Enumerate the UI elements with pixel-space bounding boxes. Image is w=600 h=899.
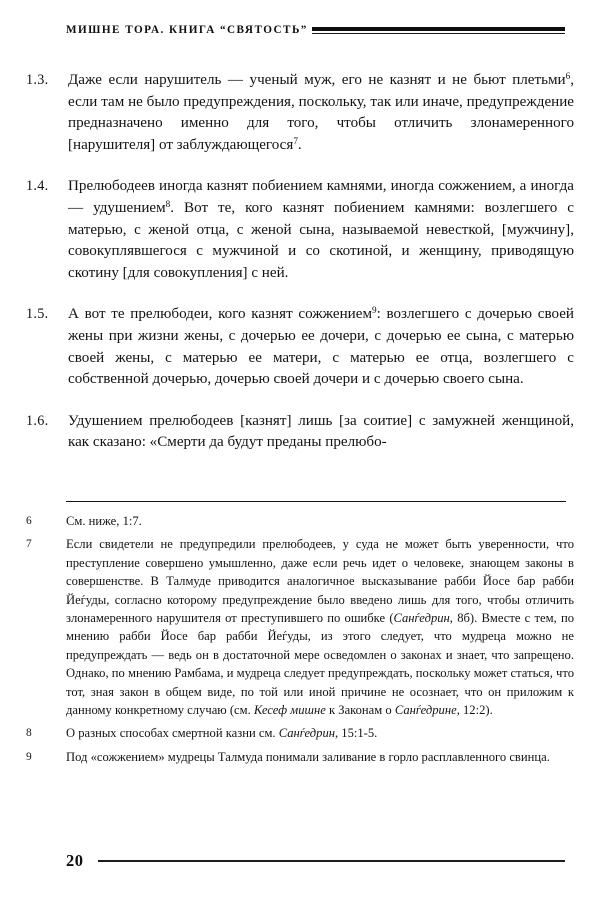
footnote-text — [66, 535, 574, 719]
footnote-item — [26, 512, 574, 530]
footnote-cited-title: Санѓедрин — [278, 726, 335, 741]
footnote-item — [26, 748, 574, 766]
footnote-cited-title: Санѓедрине — [394, 703, 457, 718]
numbered-paragraph — [26, 304, 574, 390]
paragraph-text — [68, 304, 574, 390]
footnote-item — [26, 535, 574, 719]
paragraph-text-segment: , если там не было предупреждения, поскольку, так или иначе, предупреждение предназначено именно для того, чтобы отличить злонамеренного [нарушителя] от заблуждающегося — [68, 72, 574, 153]
paragraph-text — [68, 176, 574, 284]
footnote-text-segment: См. ниже, 1:7. — [66, 514, 142, 528]
footnote-cited-title: Кесеф мишне — [253, 703, 326, 718]
footnotes-block — [26, 512, 574, 771]
footnote-ref[interactable]: 9 — [372, 305, 377, 316]
footnote-text-segment: Под «сожжением» мудрецы Талмуда понимали заливание в горло расплавленного свинца. — [66, 749, 550, 764]
paragraph-text-segment: : возлегшего с дочерью своей жены при жизни жены, с дочерью ее дочери, с дочерью ее сына, с матерью своей жены, с матерью ее матери, с матерью ее отца, возлегшего с собственной дочерью, дочерью своей дочери и с дочерью своего сына. — [68, 306, 574, 388]
footnote-ref[interactable]: 7 — [293, 136, 298, 146]
footnote-text — [66, 748, 574, 766]
numbered-paragraph — [26, 176, 574, 284]
footnote-number: 7 — [26, 538, 32, 551]
running-head-title: МИШНЕ ТОРА. КНИГА “СВЯТОСТЬ” — [66, 24, 308, 37]
paragraph-number: 1.6. — [26, 412, 49, 429]
footnote-ref[interactable]: 8 — [165, 199, 171, 210]
numbered-paragraph — [26, 70, 574, 156]
footnote-text-segment: к Законам о — [325, 703, 395, 718]
paragraph-number: 1.5. — [26, 306, 49, 323]
footnote-text-segment: , 15:1-5. — [335, 726, 378, 741]
paragraph-number: 1.3. — [26, 72, 49, 88]
paragraph-number: 1.4. — [26, 178, 49, 195]
footnote-text — [66, 724, 574, 742]
paragraph-text — [68, 70, 574, 156]
footnote-text — [66, 512, 574, 530]
running-head — [66, 22, 565, 40]
footnote-text-segment: , 8б). Вместе с тем, по мнению рабби Йосе бар рабби Йеѓуды, из этого следует, что мудреца можно не предупреждать — ведь он в достаточной мере осведомлен о законах и знает, что запрещено. Однако, по мнению Рамбама, и мудреца следует предупреждать, поскольку может статься, что тот, зная закон в общем виде, по той или иной причине не осознает, что он приложим к данному конкретному случаю (см. — [66, 611, 575, 718]
footnote-text-segment: Если свидетели не предупредили прелюбодеев, у суда не может быть уверенности, что преступление совершено умышленно, даже если речь идет о человеке, знающем законы в совершенстве. В Талмуде приводится аналогичное высказывание рабби Йосе бар рабби Йеѓуды, согласно которому предупреждение было введено лишь для того, чтобы отличить злонамеренного нарушителя от преступившего по ошибке ( — [66, 537, 574, 626]
paragraph-text-segment: . Вот те, кого казнят побиением камнями: возлегшего с матерью, с женой отца, с женой сына, называемой невесткой, [мужчину], совокуплявшегося с мужчиной и со скотиной, и женщину, приводящую скотину [для совокупления] с ней. — [68, 199, 575, 281]
paragraph-text-segment: . — [297, 136, 302, 153]
running-head-rule-icon — [312, 27, 565, 35]
paragraph-text: Удушением прелюбодеев [казнят] лишь [за соитие] с замужней женщиной, как сказано: «Смерти да будут преданы прелюбо- — [68, 412, 574, 451]
footnote-text-segment: О разных способах смертной казни см. — [66, 726, 279, 741]
footnote-number: 6 — [26, 515, 32, 527]
paragraph-text-segment: Прелюбодеев иногда казнят побиением камнями, иногда сожжением, а иногда — удушением — [68, 178, 574, 216]
footnote-cited-title: Санѓедрин — [393, 611, 450, 626]
footnote-number: 9 — [26, 750, 32, 763]
folio-rule-icon — [98, 860, 566, 861]
folio — [66, 851, 565, 871]
numbered-paragraph — [26, 411, 574, 454]
paragraph-text-segment: Даже если нарушитель — ученый муж, его не казнят и не бьют плетьми — [68, 72, 566, 88]
footnote-number: 8 — [26, 727, 32, 740]
footnote-ref[interactable]: 6 — [565, 71, 571, 82]
footnote-text-segment: , 12:2). — [456, 703, 493, 718]
page-number: 20 — [66, 850, 84, 870]
paragraph-text-segment: А вот те прелюбодеи, кого казнят сожжением — [68, 306, 372, 323]
body-text-block — [26, 70, 574, 474]
footnote-item — [26, 724, 574, 742]
footnote-separator-rule — [66, 501, 566, 502]
